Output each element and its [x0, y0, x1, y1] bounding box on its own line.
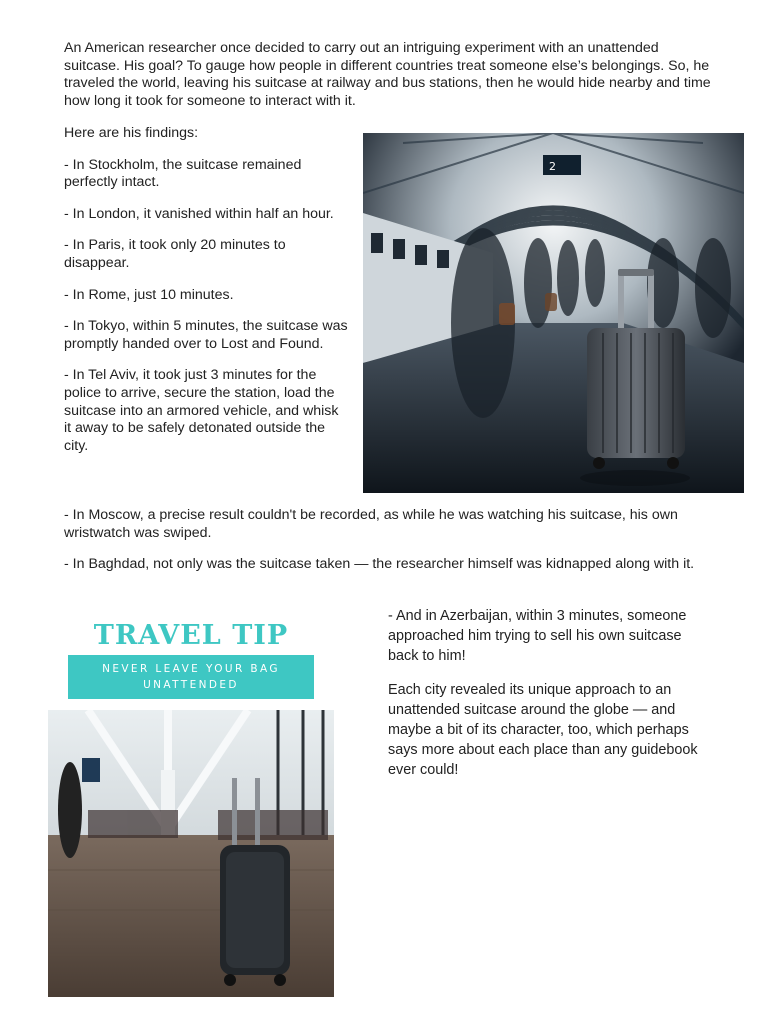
finding-london: - In London, it vanished within half an hour.	[64, 205, 334, 222]
travel-tip-title: TRAVEL TIP	[93, 620, 289, 651]
intro-paragraph: An American researcher once decided to carry out an intriguing experiment with an unattended suitcase. His goal? To gauge how people in different countries treat someone else’s belongings. So, he traveled the world, leaving his suitcase at railway and bus stations, then he would hide nearby and time how long it took for someone to interact with it.	[64, 40, 711, 109]
finding-moscow: - In Moscow, a precise result couldn't be recorded, as while he was watching his suitcase, his own wristwatch was swiped.	[64, 507, 678, 541]
finding-tel-aviv: - In Tel Aviv, it took just 3 minutes for the police to arrive, secure the station, load the suitcase into an armored vehicle, and whisk it away to be safely detonated outside the city.	[64, 367, 339, 454]
finding-stockholm: - In Stockholm, the suitcase remained perfectly intact.	[64, 156, 302, 191]
findings-heading: Here are his findings:	[64, 125, 199, 141]
travel-tip-banner	[68, 655, 314, 699]
right-text-column	[388, 606, 703, 794]
train-station-suitcase-photo	[363, 133, 744, 493]
airport-terminal-suitcase-photo	[48, 710, 334, 997]
travel-tip-banner-line2: UNATTENDED	[143, 679, 239, 691]
travel-tip-banner-line1: NEVER LEAVE YOUR BAG	[102, 663, 280, 675]
conclusion-paragraph: Each city revealed its unique approach to an unattended suitcase around the globe — and maybe a bit of its character, too, which perhaps says more about each place than any guidebook ever could!	[388, 682, 698, 778]
findings-column	[64, 125, 349, 469]
finding-baghdad: - In Baghdad, not only was the suitcase taken — the researcher himself was kidnapped along with it.	[64, 556, 695, 573]
finding-rome: - In Rome, just 10 minutes.	[64, 286, 234, 303]
station-sign: 2	[549, 160, 556, 173]
travel-tip-card	[48, 606, 334, 997]
finding-tokyo: - In Tokyo, within 5 minutes, the suitcase was promptly handed over to Lost and Found.	[64, 318, 348, 352]
findings-wide-column	[64, 507, 704, 588]
finding-paris: - In Paris, it took only 20 minutes to disappear.	[64, 237, 286, 271]
finding-azerbaijan: - And in Azerbaijan, within 3 minutes, someone approached him trying to sell his own suitcase back to him!	[388, 608, 687, 664]
